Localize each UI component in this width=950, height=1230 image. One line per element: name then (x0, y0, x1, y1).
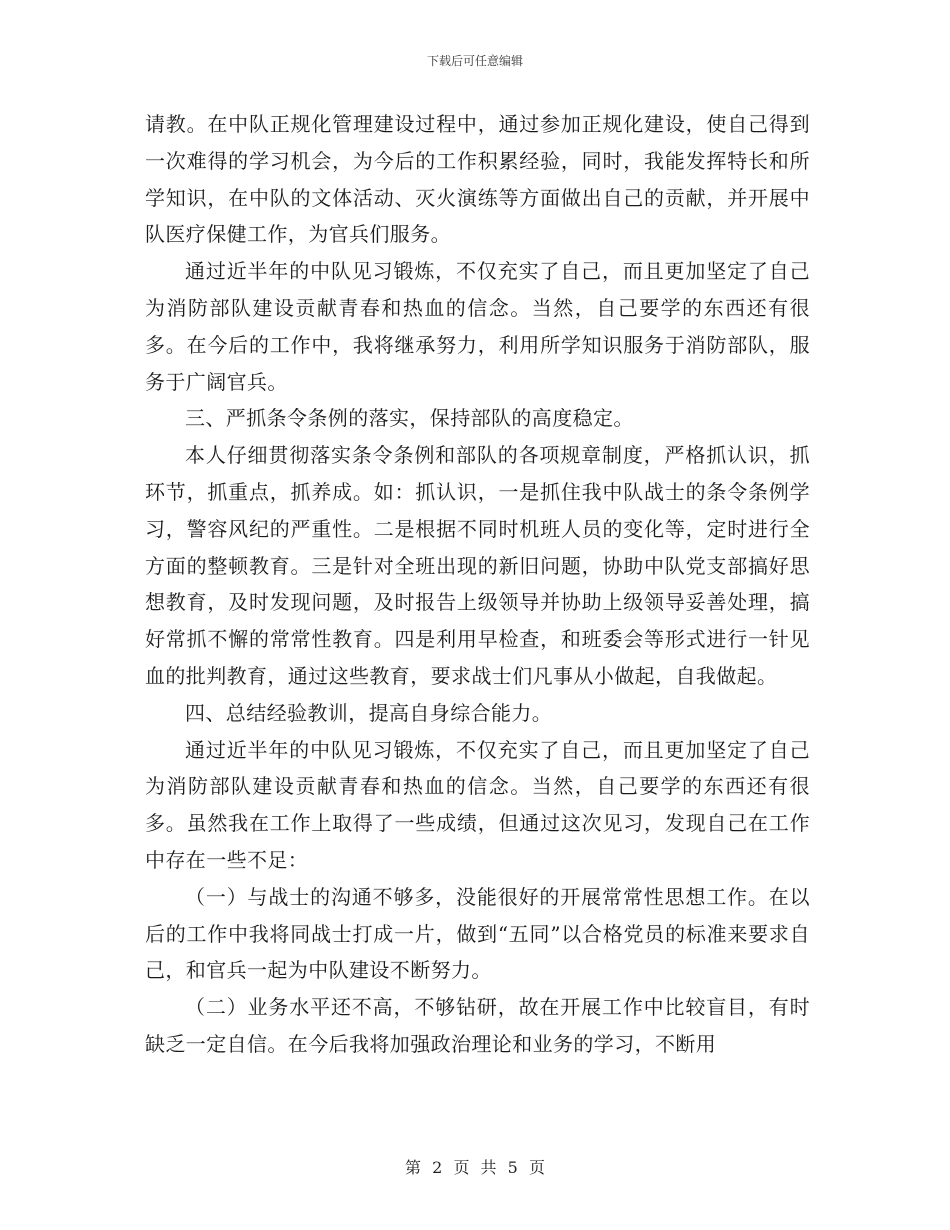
footer-total-word: 共 (480, 1158, 497, 1177)
paragraph: 请教。在中队正规化管理建设过程中，通过参加正规化建设，使自己得到一次难得的学习机会，为今后的工作积累经验，同时，我能发挥特长和所学知识，在中队的文体活动、灭火演练等方面做出自己的贡献，并开展中队医疗保健工作，为官兵们服务。 (145, 112, 810, 247)
section-heading: 三、严抓条令条例的落实，保持部队的高度稳定。 (185, 406, 634, 431)
document-body (145, 106, 810, 1063)
page-header: 下载后可任意编辑 (426, 54, 523, 68)
paragraph: 本人仔细贯彻落实条令条例和部队的各项规章制度，严格抓认识，抓环节，抓重点，抓养成。如：抓认识，一是抓住我中队战士的条令条例学习，警容风纪的严重性。二是根据不同时机班人员的变化等，定时进行全方面的整顿教育。三是针对全班出现的新旧问题，协助中队党支部搞好思想教育，及时发现问题，及时报告上级领导并协助上级领导妥善处理，搞好常抓不懈的常常性教育。四是利用早检查，和班委会等形式进行一针见血的批判教育，通过这些教育，要求战士们凡事从小做起，自我做起。 (145, 443, 810, 688)
paragraph: 通过近半年的中队见习锻炼，不仅充实了自己，而且更加坚定了自己为消防部队建设贡献青春和热血的信念。当然，自己要学的东西还有很多。虽然我在工作上取得了一些成绩，但通过这次见习，发现自己在工作中存在一些不足： (145, 737, 810, 872)
list-item: （二）业务水平还不高，不够钻研，故在开展工作中比较盲目，有时缺乏一定自信。在今后我将加强政治理论和业务的学习，不断用 (145, 995, 810, 1056)
page-number: 2 (432, 1158, 443, 1177)
list-item: （一）与战士的沟通不够多，没能很好的开展常常性思想工作。在以后的工作中我将同战士打成一片，做到“五同”以合格党员的标准来要求自己，和官兵一起为中队建设不断努力。 (145, 884, 810, 983)
footer-suffix: 页 (528, 1158, 545, 1177)
total-pages: 5 (507, 1158, 518, 1177)
section-heading: 四、总结经验教训，提高自身综合能力。 (185, 700, 553, 725)
footer-prefix: 第 (405, 1158, 422, 1177)
footer-page-word: 页 (453, 1158, 470, 1177)
page-footer (0, 1155, 950, 1178)
paragraph: 通过近半年的中队见习锻炼，不仅充实了自己，而且更加坚定了自己为消防部队建设贡献青春和热血的信念。当然，自己要学的东西还有很多。在今后的工作中，我将继承努力，利用所学知识服务于消防部队，服务于广阔官兵。 (145, 259, 810, 394)
